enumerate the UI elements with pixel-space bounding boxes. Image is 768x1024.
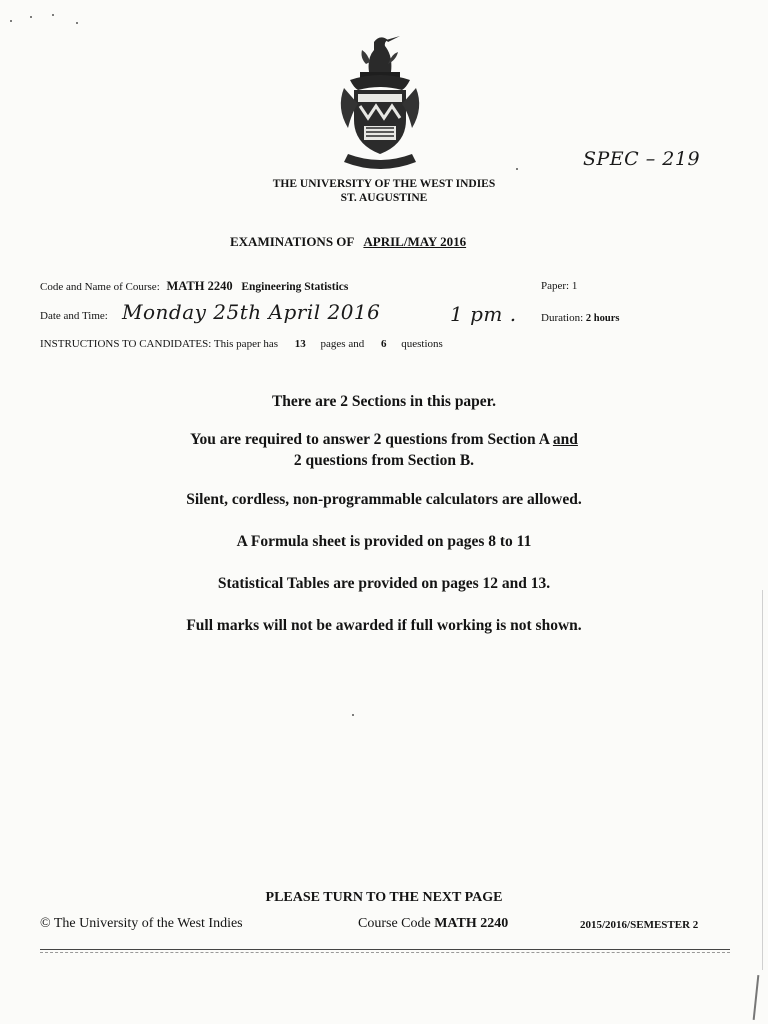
course-code-footer-label: Course Code xyxy=(358,916,431,931)
scan-speck xyxy=(10,20,12,22)
instructions-label: INSTRUCTIONS TO CANDIDATES: This paper has xyxy=(40,338,279,350)
course-row xyxy=(40,279,348,294)
exam-label: EXAMINATIONS OF xyxy=(230,234,355,249)
instruction-statistical-tables: Statistical Tables are provided on pages 12 and 13. xyxy=(217,575,551,592)
handwritten-spec-code: SPEC – 219 xyxy=(583,148,701,170)
handwritten-time: 1 pm . xyxy=(450,302,517,326)
instructions-row xyxy=(40,338,443,350)
duration-info xyxy=(541,312,619,324)
instruction-full-marks: Full marks will not be awarded if full working is not shown. xyxy=(186,617,582,634)
instruction-answer-line1 xyxy=(0,431,768,449)
instruction-formula-sheet: A Formula sheet is provided on pages 8 to 11 xyxy=(236,533,532,550)
footer-divider xyxy=(40,949,730,950)
page-count: 13 xyxy=(294,338,306,350)
scan-edge-mark xyxy=(753,975,760,1020)
university-name: THE UNIVERSITY OF THE WEST INDIES xyxy=(272,178,496,190)
scan-speck xyxy=(76,22,78,24)
paper-label: Paper: xyxy=(541,280,570,292)
university-header xyxy=(0,177,768,205)
course-code-label: Code and Name of Course: xyxy=(40,281,160,293)
scan-speck xyxy=(516,168,518,170)
footer-divider-dashed xyxy=(40,952,730,953)
course-code-footer-value: MATH 2240 xyxy=(434,916,509,931)
paper-info xyxy=(541,280,577,292)
scan-edge-shadow xyxy=(762,590,763,970)
scan-speck xyxy=(52,14,54,16)
semester-label: 2015/2016/SEMESTER 2 xyxy=(580,919,699,931)
pages-label: pages and xyxy=(320,338,365,350)
questions-label: questions xyxy=(401,338,443,350)
campus-name: ST. AUGUSTINE xyxy=(340,192,428,204)
exam-title xyxy=(230,234,476,250)
copyright-notice: © The University of the West Indies xyxy=(40,916,243,931)
instruction-and: and xyxy=(552,431,578,448)
date-time-label: Date and Time: xyxy=(40,310,108,322)
duration-label: Duration: xyxy=(541,312,584,324)
duration-value: 2 hours xyxy=(585,313,620,324)
instruction-answer-text: You are required to answer 2 questions from Section A xyxy=(190,431,550,448)
turn-page-notice: PLEASE TURN TO THE NEXT PAGE xyxy=(265,890,503,905)
paper-number: 1 xyxy=(571,280,578,292)
course-name: Engineering Statistics xyxy=(241,281,349,293)
question-count: 6 xyxy=(380,338,387,350)
course-code: MATH 2240 xyxy=(166,279,233,293)
university-crest-icon xyxy=(330,30,430,170)
exam-period: APRIL/MAY 2016 xyxy=(363,234,467,249)
footer-course-code xyxy=(358,916,508,932)
handwritten-date: Monday 25th April 2016 xyxy=(122,300,381,324)
instruction-answer-line2: 2 questions from Section B. xyxy=(293,452,475,469)
scan-speck xyxy=(352,714,354,716)
scan-speck xyxy=(30,16,32,18)
instruction-calculators: Silent, cordless, non-programmable calculators are allowed. xyxy=(186,491,582,508)
instruction-sections: There are 2 Sections in this paper. xyxy=(271,393,497,410)
